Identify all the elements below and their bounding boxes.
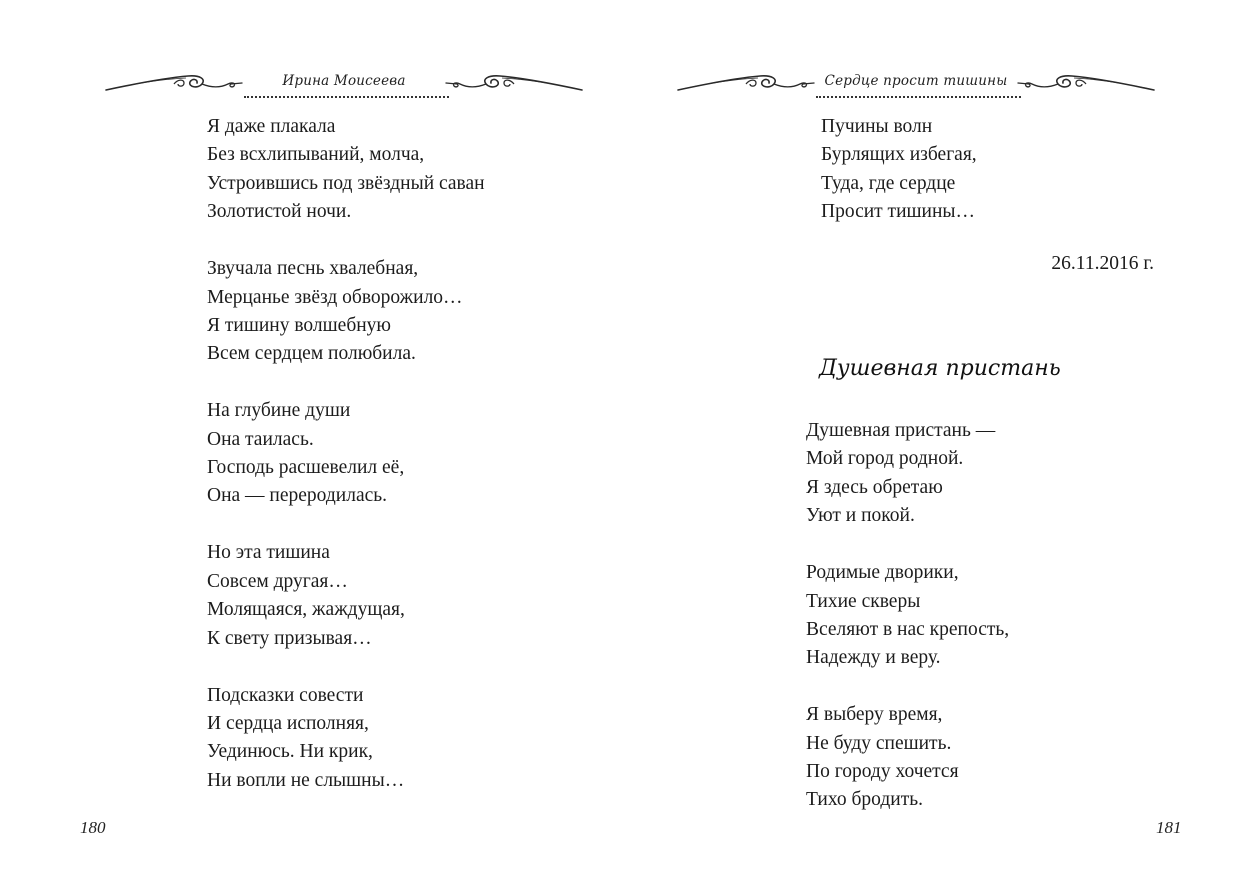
page-number: 180 [80,818,106,837]
stanza [207,397,485,511]
verse-line: Молящаяся, жаждущая, [207,599,405,621]
running-head-title: Сердце просит тишины [824,73,1008,89]
verse-line: Пучины волн [821,116,933,137]
verse-line: Я тишину волшебную [207,314,391,336]
verse-line: Я выберу время, [806,704,943,726]
verse-line: Устроившись под звёздный саван [207,172,485,194]
running-head [676,66,1156,106]
stanza [207,255,485,369]
scroll-flourish-icon [444,70,584,96]
verse-line: Не буду спешить. [806,732,952,754]
verse-line: Вселяют в нас крепость, [806,618,1010,640]
verse-line: Уют и покой. [806,505,915,527]
poem-text [207,113,485,824]
verse-line: Родимые дворики, [806,562,959,584]
stanza [806,559,1009,673]
stanza [821,113,977,227]
verse-line: Золотистой ночи. [207,201,352,223]
stanza [207,539,485,653]
scroll-flourish-icon [1016,70,1156,96]
verse-line: Всем сердцем полюбила. [207,343,416,365]
scroll-flourish-icon [676,70,816,96]
verse-line: По городу хочется [806,761,959,783]
running-head-title: Ирина Моисеева [282,73,406,89]
poem-continuation [821,113,977,255]
verse-line: Мой город родной. [806,448,964,470]
scroll-flourish-icon [104,70,244,96]
verse-line: И сердца исполняя, [207,712,369,734]
verse-line: На глубине души [207,400,351,422]
verse-line: Просит тишины… [821,201,976,223]
page-number: 181 [1156,818,1182,837]
verse-line: Тихие скверы [806,590,921,612]
verse-line: Звучала песнь хвалебная, [207,258,419,280]
verse-line: Она таилась. [207,428,314,450]
poem-date: 26.11.2016 г. [1051,253,1154,274]
verse-line: Господь расшевелил её, [207,457,405,479]
verse-line: Уединюсь. Ни крик, [207,741,373,763]
verse-line: Надежду и веру. [806,647,941,669]
verse-line: Ни вопли не слышны… [207,769,405,791]
verse-line: Подсказки совести [207,684,364,706]
right-page [630,0,1260,882]
verse-line: Совсем другая… [207,570,348,592]
verse-line: Я здесь обретаю [806,476,943,498]
verse-line: К свету призывая… [207,627,372,649]
verse-line: Но эта тишина [207,542,330,564]
poem-text [806,417,1009,843]
running-head [104,66,584,106]
verse-line: Душевная пристань — [806,420,996,441]
stanza [806,417,1009,531]
stanza [806,701,1009,815]
verse-line: Мерцанье звёзд обворожило… [207,286,463,308]
verse-line: Без всхлипываний, молча, [207,144,425,166]
dotted-rule [816,93,1021,98]
verse-line: Я даже плакала [207,116,336,137]
verse-line: Она — переродилась. [207,485,388,507]
verse-line: Туда, где сердце [821,172,956,194]
stanza [207,113,485,227]
poem-title: Душевная пристань [819,356,1061,381]
dotted-rule [244,93,449,98]
verse-line: Тихо бродить. [806,789,923,811]
stanza [207,682,485,796]
verse-line: Бурлящих избегая, [821,144,977,166]
